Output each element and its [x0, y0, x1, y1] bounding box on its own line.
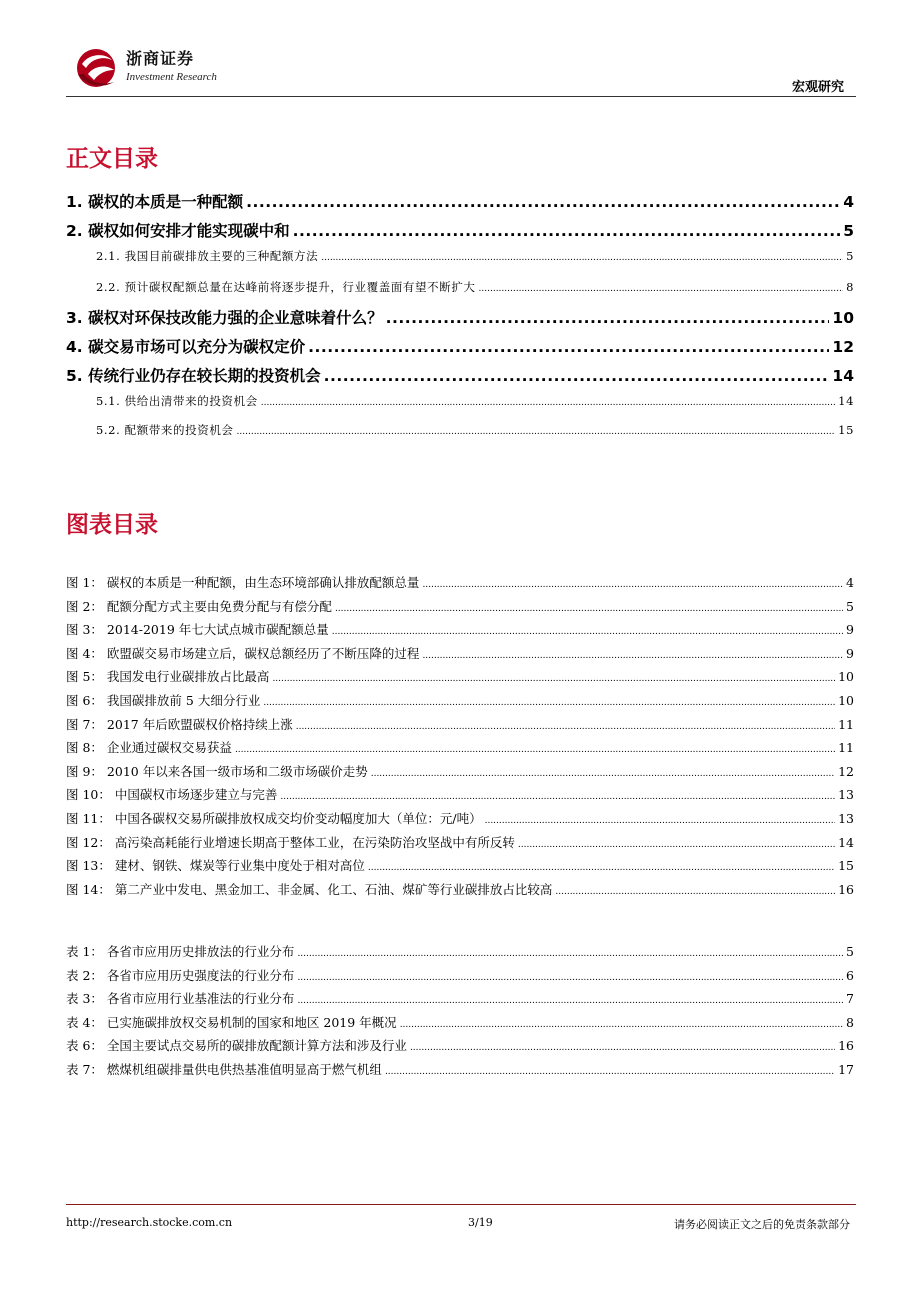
figures-heading: 图表目录 — [66, 512, 158, 538]
toc-entry[interactable] — [66, 306, 854, 328]
toc-entry[interactable] — [96, 279, 854, 295]
chart-list-entry[interactable] — [66, 644, 854, 662]
dot-leader — [555, 887, 835, 897]
entry-number: 表 7： — [66, 1062, 103, 1077]
entry-page: 8 — [846, 1014, 854, 1030]
entry-page: 6 — [846, 967, 854, 983]
table-list-entry[interactable] — [66, 1060, 854, 1078]
dot-leader — [297, 973, 843, 983]
dot-leader — [235, 745, 835, 755]
entry-page: 12 — [838, 763, 854, 779]
entry-title: 预计碳权配额总量在达峰前将逐步提升，行业覆盖面有望不断扩大 — [124, 280, 476, 294]
entry-title: 高污染高耗能行业增速长期高于整体工业，在污染防治攻坚战中有所反转 — [114, 834, 515, 850]
dot-leader — [324, 367, 830, 385]
entry-title: 2014-2019 年七大试点城市碳配额总量 — [106, 622, 329, 638]
entry-number: 2. — [66, 222, 83, 240]
chart-list-entry[interactable] — [66, 691, 854, 709]
toc-entry[interactable] — [66, 364, 854, 386]
dot-leader — [297, 949, 843, 959]
page-header — [66, 40, 856, 96]
entry-number: 5.1. — [96, 394, 121, 408]
entry-page: 4 — [846, 575, 854, 590]
entry-page: 12 — [832, 338, 854, 356]
dot-leader — [272, 674, 835, 684]
entry-number: 表 1： — [66, 944, 103, 959]
toc-heading: 正文目录 — [66, 146, 158, 172]
entry-number: 图 2： — [66, 598, 103, 614]
dot-leader — [297, 996, 843, 1006]
chart-list-entry[interactable] — [66, 785, 854, 803]
brand-name: 浙商证券 — [126, 49, 195, 68]
footer-divider — [66, 1204, 856, 1205]
toc-entry[interactable] — [96, 422, 854, 438]
entry-page: 17 — [838, 1062, 854, 1077]
entry-page: 16 — [838, 881, 854, 897]
page-number: 3/19 — [468, 1216, 493, 1229]
table-list-entry[interactable] — [66, 1036, 854, 1054]
entry-title: 配额带来的投资机会 — [124, 423, 234, 437]
entry-page: 13 — [838, 811, 854, 826]
entry-number: 5.2. — [96, 423, 121, 437]
brand-subtitle: Investment Research — [126, 71, 217, 83]
entry-page: 14 — [838, 394, 854, 408]
entry-number: 2.2. — [96, 280, 121, 294]
entry-page: 5 — [846, 598, 854, 614]
entry-page: 11 — [838, 740, 854, 756]
entry-title: 第二产业中发电、黑金加工、非金属、化工、石油、煤矿等行业碳排放占比较高 — [114, 881, 553, 897]
entry-number: 图 13： — [66, 858, 111, 874]
dot-leader — [400, 1020, 843, 1030]
entry-title: 碳权对环保技改能力强的企业意味着什么？ — [88, 309, 383, 327]
header-divider — [66, 96, 856, 97]
entry-number: 3. — [66, 309, 83, 327]
entry-number: 2.1. — [96, 249, 121, 263]
entry-title: 燃煤机组碳排量供电供热基准值明显高于燃气机组 — [106, 1062, 382, 1077]
entry-page: 14 — [832, 367, 854, 385]
entry-number: 图 14： — [66, 881, 111, 897]
entry-title: 中国碳权市场逐步建立与完善 — [114, 787, 278, 803]
dot-leader — [237, 427, 836, 437]
entry-number: 表 4： — [66, 1014, 103, 1030]
entry-title: 各省市应用行业基准法的行业分布 — [106, 991, 295, 1007]
chart-list-entry[interactable] — [66, 573, 854, 591]
entry-page: 15 — [838, 858, 854, 874]
entry-number: 表 3： — [66, 991, 103, 1007]
entry-page: 16 — [838, 1038, 854, 1054]
chart-list-entry[interactable] — [66, 738, 854, 756]
entry-number: 4. — [66, 338, 83, 356]
dot-leader — [293, 222, 841, 240]
entry-page: 7 — [846, 991, 854, 1007]
chart-list-entry[interactable] — [66, 809, 854, 827]
chart-list-entry[interactable] — [66, 715, 854, 733]
dot-leader — [371, 769, 835, 779]
entry-number: 图 3： — [66, 622, 103, 638]
dot-leader — [296, 722, 835, 732]
entry-title: 已实施碳排放权交易机制的国家和地区 2019 年概况 — [106, 1014, 397, 1030]
entry-page: 10 — [838, 693, 854, 708]
chart-list-entry[interactable] — [66, 597, 854, 615]
entry-title: 供给出清带来的投资机会 — [124, 394, 258, 408]
dot-leader — [386, 309, 830, 327]
toc-entry[interactable] — [96, 393, 854, 409]
footer-disclaimer: 请务必阅读正文之后的免责条款部分 — [674, 1218, 850, 1231]
table-list-entry[interactable] — [66, 1013, 854, 1031]
entry-number: 图 9： — [66, 763, 103, 779]
entry-title: 各省市应用历史强度法的行业分布 — [106, 967, 295, 983]
dot-leader — [479, 284, 844, 294]
entry-title: 企业通过碳权交易获益 — [106, 740, 232, 756]
table-list-entry[interactable] — [66, 942, 854, 960]
dot-leader — [518, 840, 835, 850]
dot-leader — [332, 627, 843, 637]
dot-leader — [335, 604, 843, 614]
entry-page: 5 — [843, 222, 854, 240]
entry-page: 11 — [838, 716, 854, 732]
dot-leader — [422, 651, 843, 661]
entry-page: 4 — [843, 193, 854, 211]
toc-entry[interactable] — [96, 248, 854, 264]
dot-leader — [246, 193, 840, 211]
toc-entry[interactable] — [66, 190, 854, 212]
entry-page: 10 — [832, 309, 854, 327]
entry-title: 中国各碳权交易所碳排放权成交均价变动幅度加大（单位：元/吨） — [114, 811, 482, 826]
dot-leader — [385, 1067, 835, 1077]
table-list-entry[interactable] — [66, 966, 854, 984]
table-list-entry[interactable] — [66, 989, 854, 1007]
entry-title: 我国碳排放前 5 大细分行业 — [106, 693, 261, 708]
toc-entry[interactable] — [66, 219, 854, 241]
entry-number: 图 5： — [66, 669, 103, 685]
entry-page: 10 — [838, 669, 854, 685]
dot-leader — [308, 338, 829, 356]
entry-page: 14 — [838, 834, 854, 850]
entry-title: 欧盟碳交易市场建立后，碳权总额经历了不断压降的过程 — [106, 645, 420, 661]
entry-number: 表 2： — [66, 967, 103, 983]
entry-title: 我国发电行业碳排放占比最高 — [106, 669, 270, 685]
footer-url[interactable]: http://research.stocke.com.cn — [66, 1216, 233, 1229]
entry-title: 碳权的本质是一种配额，由生态环境部确认排放配额总量 — [106, 575, 420, 590]
chart-list-entry[interactable] — [66, 880, 854, 898]
entry-number: 图 11： — [66, 811, 111, 826]
entry-page: 5 — [846, 944, 854, 959]
chart-list-entry[interactable] — [66, 833, 854, 851]
dot-leader — [422, 580, 843, 590]
entry-title: 我国目前碳排放主要的三种配额方法 — [124, 249, 319, 263]
entry-number: 图 4： — [66, 645, 103, 661]
entry-title: 碳权的本质是一种配额 — [88, 193, 244, 211]
dot-leader — [321, 253, 843, 263]
entry-number: 5. — [66, 367, 83, 385]
entry-title: 2017 年后欧盟碳权价格持续上涨 — [106, 716, 293, 732]
entry-number: 图 8： — [66, 740, 103, 756]
chart-list-entry[interactable] — [66, 667, 854, 685]
dot-leader — [263, 698, 835, 708]
dot-leader — [261, 398, 835, 408]
chart-list-entry[interactable] — [66, 856, 854, 874]
entry-title: 2010 年以来各国一级市场和二级市场碳价走势 — [106, 763, 368, 779]
entry-number: 图 12： — [66, 834, 111, 850]
entry-title: 建材、钢铁、煤炭等行业集中度处于相对高位 — [114, 858, 365, 874]
entry-number: 图 7： — [66, 716, 103, 732]
toc-entry[interactable] — [66, 335, 854, 357]
entry-page: 9 — [846, 622, 854, 638]
entry-title: 全国主要试点交易所的碳排放配额计算方法和涉及行业 — [106, 1038, 407, 1054]
dot-leader — [410, 1043, 835, 1053]
stocke-logo-icon — [74, 44, 122, 92]
chart-list-entry[interactable] — [66, 762, 854, 780]
entry-number: 图 1： — [66, 575, 103, 590]
entry-title: 传统行业仍存在较长期的投资机会 — [88, 367, 321, 385]
entry-page: 15 — [838, 423, 854, 437]
entry-page: 5 — [846, 249, 854, 263]
dot-leader — [368, 863, 835, 873]
dot-leader — [280, 792, 835, 802]
entry-title: 配额分配方式主要由免费分配与有偿分配 — [106, 598, 332, 614]
entry-number: 1. — [66, 193, 83, 211]
dot-leader — [485, 816, 836, 826]
report-category: 宏观研究 — [791, 80, 844, 95]
entry-title: 碳交易市场可以充分为碳权定价 — [88, 338, 306, 356]
entry-number: 图 10： — [66, 787, 111, 803]
entry-number: 表 6： — [66, 1038, 103, 1054]
entry-page: 9 — [846, 645, 854, 661]
entry-page: 8 — [846, 280, 854, 294]
entry-title: 碳权如何安排才能实现碳中和 — [88, 222, 290, 240]
entry-page: 13 — [838, 787, 854, 803]
entry-number: 图 6： — [66, 693, 103, 708]
entry-title: 各省市应用历史排放法的行业分布 — [106, 944, 295, 959]
chart-list-entry[interactable] — [66, 620, 854, 638]
